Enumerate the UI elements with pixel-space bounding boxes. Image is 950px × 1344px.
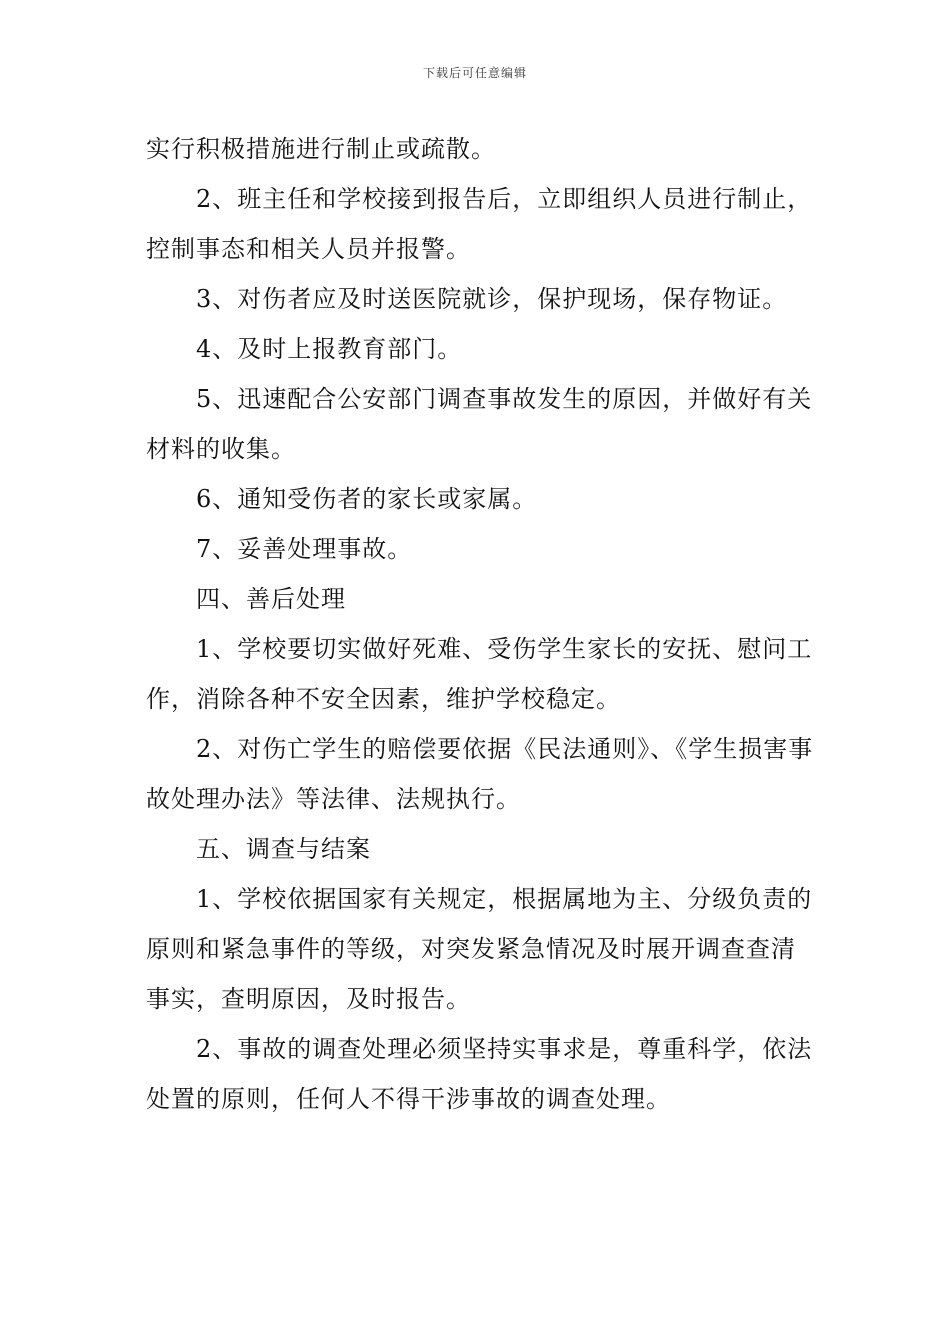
paragraph: 实行积极措施进行制止或疏散。 — [146, 135, 496, 163]
paragraph: 5、迅速配合公安部门调查事故发生的原因，并做好有关材料的收集。 — [146, 385, 813, 463]
paragraph: 3、对伤者应及时送医院就诊，保护现场，保存物证。 — [196, 285, 788, 313]
paragraph: 2、对伤亡学生的赔偿要依据《民法通则》、《学生损害事故处理办法》等法律、法规执行。 — [146, 735, 814, 813]
paragraph: 2、事故的调查处理必须坚持实事求是，尊重科学，依法处置的原则，任何人不得干涉事故的调查处理。 — [146, 1035, 813, 1113]
paragraph: 7、妥善处理事故。 — [196, 535, 413, 563]
section-heading: 五、调查与结案 — [196, 835, 371, 863]
paragraph: 1、学校要切实做好死难、受伤学生家长的安抚、慰问工作，消除各种不安全因素，维护学校稳定。 — [146, 635, 813, 713]
document-body — [146, 124, 816, 1124]
paragraph: 6、通知受伤者的家长或家属。 — [196, 485, 538, 513]
section-heading: 四、善后处理 — [196, 585, 346, 613]
paragraph: 4、及时上报教育部门。 — [196, 335, 463, 363]
page-header-note: 下载后可任意编辑 — [422, 66, 527, 80]
paragraph: 2、班主任和学校接到报告后，立即组织人员进行制止，控制事态和相关人员并报警。 — [146, 185, 813, 263]
paragraph: 1、学校依据国家有关规定，根据属地为主、分级负责的原则和紧急事件的等级，对突发紧急情况及时展开调查查清事实，查明原因，及时报告。 — [146, 885, 813, 1013]
